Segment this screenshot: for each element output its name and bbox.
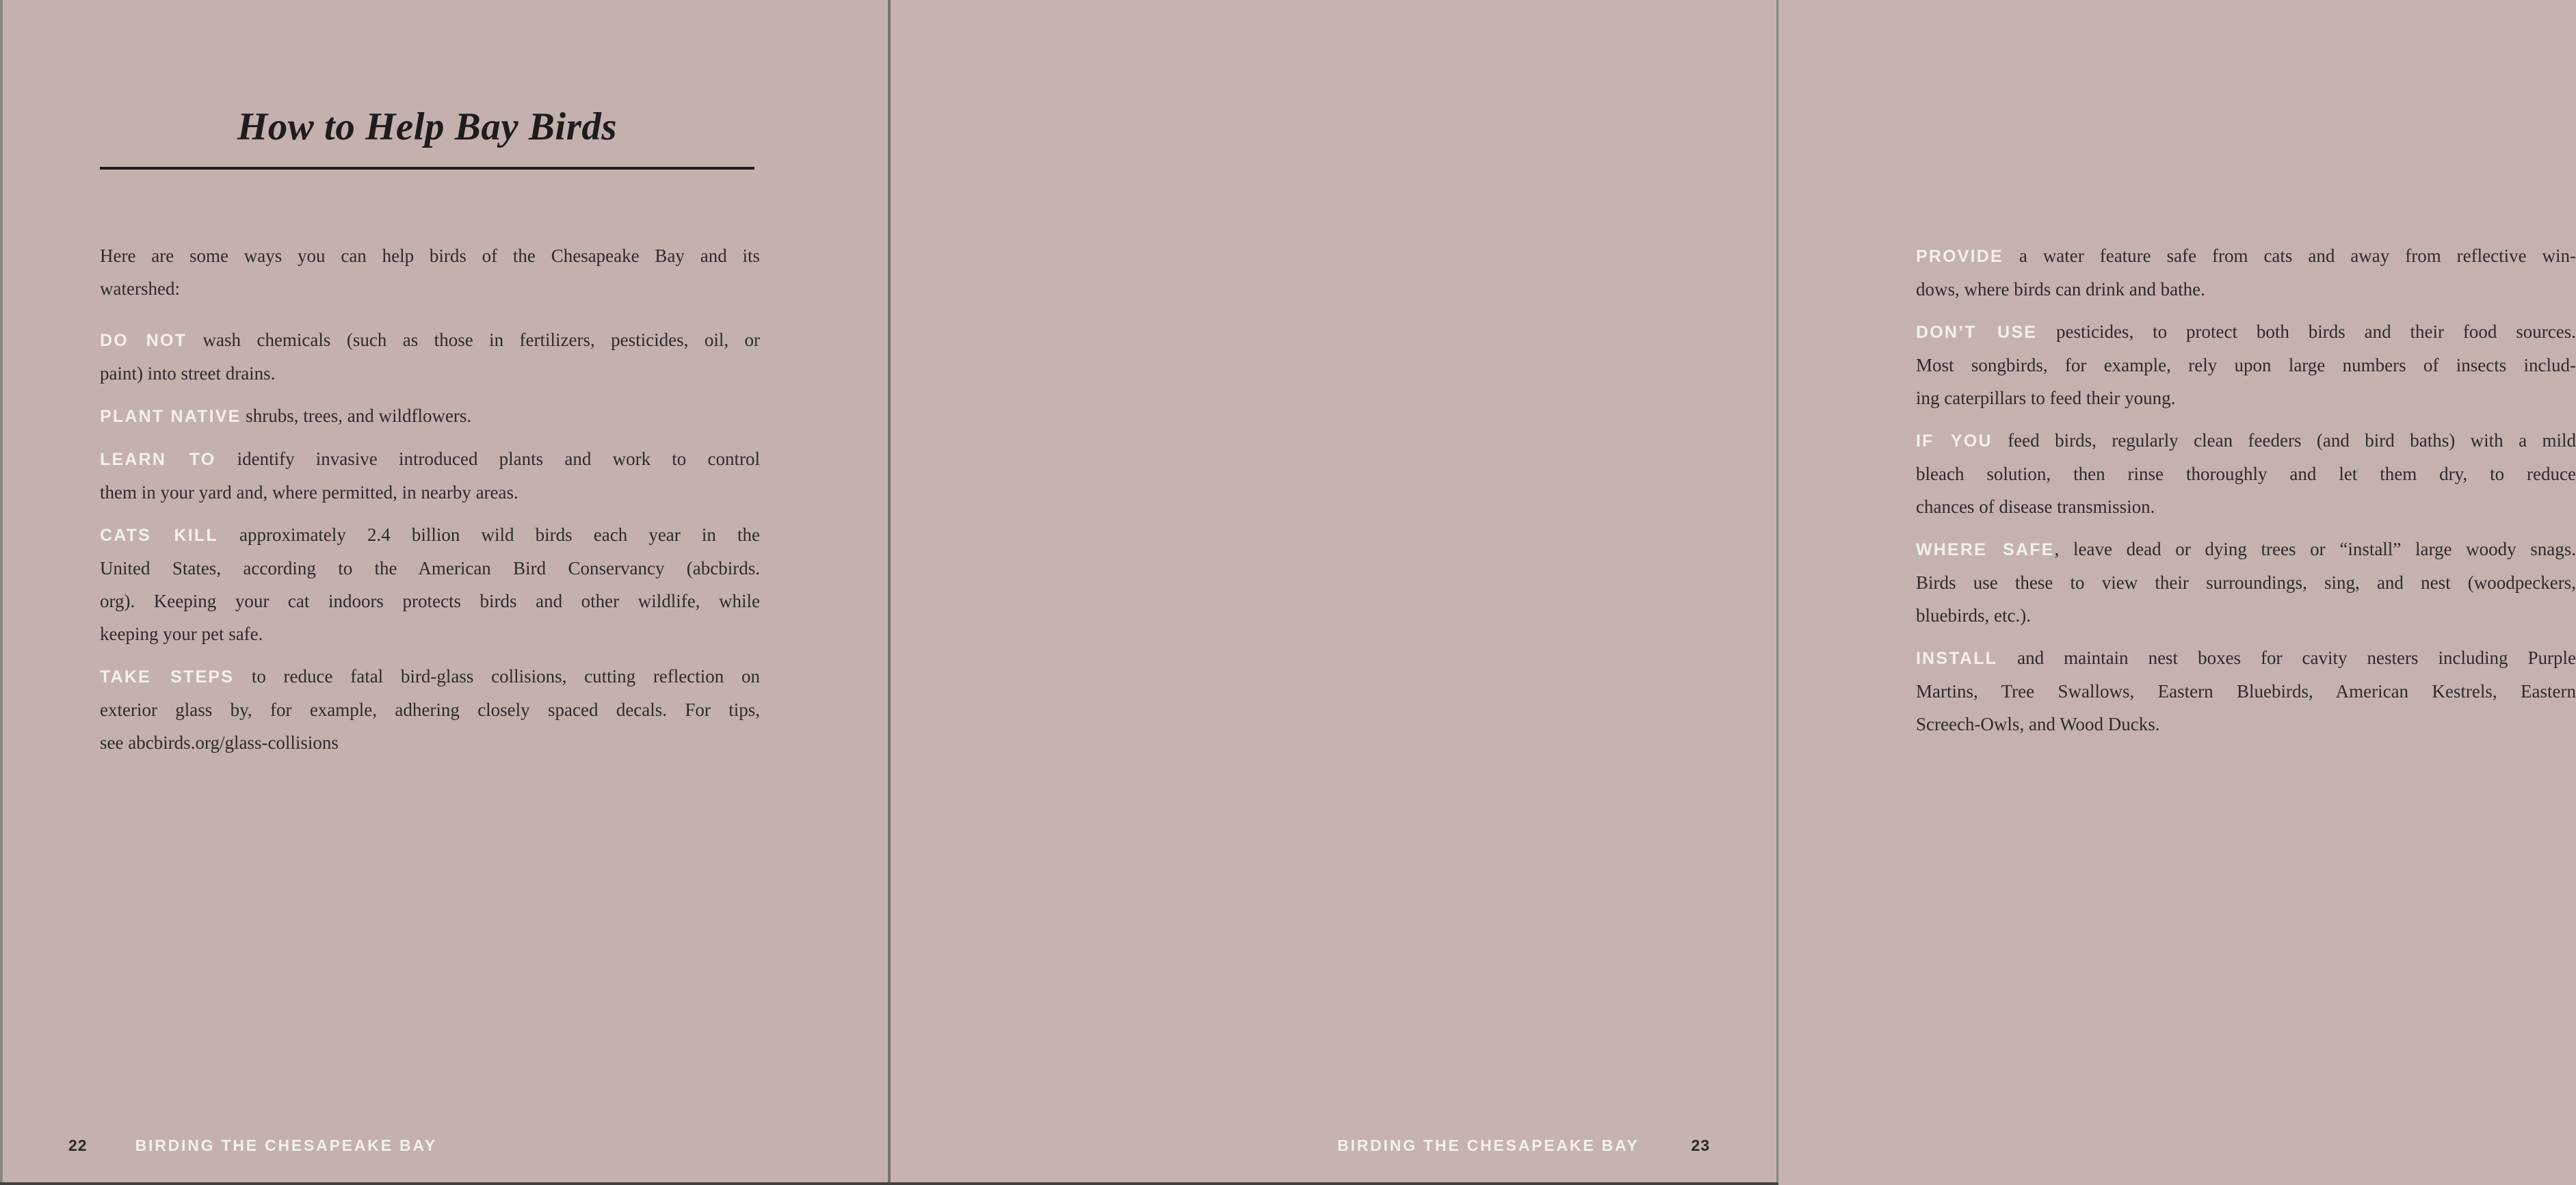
- tip-paragraph: [100, 518, 760, 650]
- spread-bottom-edge: [0, 1182, 1778, 1185]
- text-line: Here are some ways you can help birds of the Chesapeake Bay and its: [100, 245, 760, 266]
- spread-right-edge: [1776, 0, 1778, 1185]
- page-number-right: 23: [1691, 1136, 1710, 1154]
- tip-paragraph: [1916, 641, 2576, 741]
- text-line: Most songbirds, for example, rely upon large numbers of insects includ-: [1916, 355, 2576, 375]
- text-line: chances of disease transmission.: [1916, 496, 2155, 517]
- tip-label: IF YOU: [1916, 431, 1993, 451]
- text-line: TAKE STEPS to reduce fatal bird-glass collisions, cutting reflection on: [100, 666, 760, 687]
- text-line: bleach solution, then rinse thoroughly and let them dry, to reduce: [1916, 464, 2576, 484]
- tip-paragraph: [1916, 424, 2576, 523]
- tip-label: DO NOT: [100, 331, 187, 350]
- text-line: see abcbirds.org/glass-collisions: [100, 732, 339, 753]
- text-line: ing caterpillars to feed their young.: [1916, 388, 2176, 408]
- tip-paragraph: [1916, 533, 2576, 632]
- text-line: PLANT NATIVE shrubs, trees, and wildflowers.: [100, 405, 472, 426]
- text-line: INSTALL and maintain nest boxes for cavity nesters including Purple: [1916, 648, 2576, 668]
- tip-label: DON’T USE: [1916, 323, 2038, 342]
- chapter-title-block: [100, 104, 754, 170]
- tip-label: TAKE STEPS: [100, 667, 235, 687]
- right-page-text: [1916, 239, 2576, 750]
- right-footer: [1337, 1136, 1710, 1155]
- tip-paragraph: [100, 660, 760, 759]
- page-number-left: 22: [68, 1136, 88, 1154]
- text-line: DON’T USE pesticides, to protect both birds and their food sources.: [1916, 321, 2576, 342]
- text-line: keeping your pet safe.: [100, 624, 263, 644]
- text-line: LEARN TO identify invasive introduced plants and work to control: [100, 449, 760, 469]
- page-left: [0, 0, 889, 1185]
- text-line: paint) into street drains.: [100, 363, 276, 384]
- running-title-left: BIRDING THE CHESAPEAKE BAY: [135, 1136, 437, 1154]
- text-line: United States, according to the American Bird Conservancy (abcbirds.: [100, 558, 760, 578]
- text-line: bluebirds, etc.).: [1916, 605, 2031, 626]
- text-line: them in your yard and, where permitted, in nearby areas.: [100, 482, 518, 503]
- tip-paragraph: [100, 442, 760, 509]
- tip-paragraph: [1916, 315, 2576, 414]
- chapter-title: How to Help Bay Birds: [237, 105, 618, 148]
- text-line: org). Keeping your cat indoors protects birds and other wildlife, while: [100, 591, 760, 611]
- page-right: [889, 0, 2576, 1185]
- spread-left-edge: [0, 0, 3, 1185]
- label-suffix: ,: [2054, 539, 2060, 559]
- tip-label: CATS KILL: [100, 526, 218, 545]
- left-footer: [68, 1136, 437, 1155]
- tip-label: INSTALL: [1916, 649, 1998, 668]
- text-line: PROVIDE a water feature safe from cats and away from reflective win-: [1916, 245, 2576, 266]
- tip-paragraph: [100, 399, 760, 433]
- running-title-right: BIRDING THE CHESAPEAKE BAY: [1337, 1136, 1640, 1154]
- text-line: dows, where birds can drink and bathe.: [1916, 279, 2205, 299]
- page-gutter-line: [888, 0, 891, 1185]
- tip-label: WHERE SAFE: [1916, 540, 2055, 559]
- intro-paragraph: [100, 239, 760, 305]
- text-line: Birds use these to view their surroundings, sing, and nest (woodpeckers,: [1916, 572, 2576, 593]
- text-line: IF YOU feed birds, regularly clean feeders (and bird baths) with a mild: [1916, 430, 2576, 451]
- tip-label: PROVIDE: [1916, 247, 2003, 266]
- text-line: exterior glass by, for example, adhering closely spaced decals. For tips,: [100, 700, 760, 720]
- tip-paragraph: [100, 323, 760, 390]
- text-line: watershed:: [100, 278, 180, 299]
- text-line: CATS KILL approximately 2.4 billion wild birds each year in the: [100, 524, 760, 545]
- text-line: Screech-Owls, and Wood Ducks.: [1916, 714, 2160, 734]
- tip-paragraph: [1916, 239, 2576, 306]
- text-line: Martins, Tree Swallows, Eastern Bluebirds, American Kestrels, Eastern: [1916, 681, 2576, 702]
- tip-label: PLANT NATIVE: [100, 407, 241, 426]
- text-line: WHERE SAFE, leave dead or dying trees or “install” large woody snags.: [1916, 539, 2576, 559]
- tip-label: LEARN TO: [100, 450, 216, 469]
- left-page-text: [100, 239, 760, 769]
- text-line: DO NOT wash chemicals (such as those in fertilizers, pesticides, oil, or: [100, 330, 760, 350]
